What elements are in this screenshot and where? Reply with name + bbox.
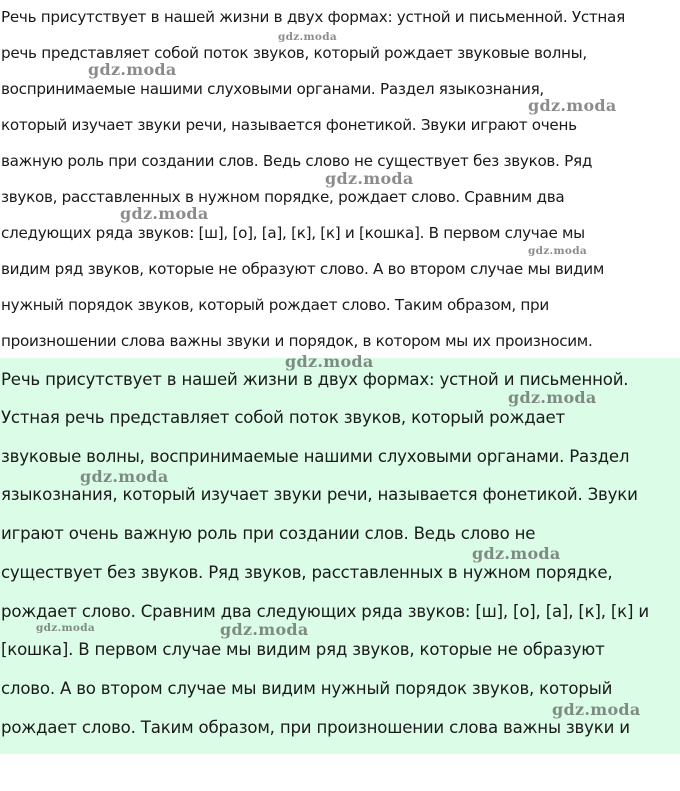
watermark: gdz.moda [278,31,337,43]
watermark: gdz.moda [220,620,309,639]
watermark: gdz.moda [472,544,561,563]
text-line: слово. А во втором случае мы видим нужный порядок звуков, который [1,679,613,698]
text-line: рождает слово. Сравним два следующих ряда звуков: [ш], [о], [а], [к], [к] и [1,602,649,621]
watermark: gdz.moda [120,204,209,223]
text-line: звуковые волны, воспринимаемые нашими слуховыми органами. Раздел [1,447,630,466]
text-line: Речь присутствует в нашей жизни в двух формах: устной и письменной. Устная [1,8,625,26]
text-line: видим ряд звуков, которые не образуют слово. А во втором случае мы видим [1,260,604,278]
text-line: воспринимаемые нашими слуховыми органами. Раздел языкознания, [1,80,544,98]
watermark: gdz.moda [528,245,587,257]
text-line: звуков, расставленных в нужном порядке, рождает слово. Сравним два [1,188,565,206]
text-line: существует без звуков. Ряд звуков, расставленных в нужном порядке, [1,563,613,582]
text-line: важную роль при создании слов. Ведь слово не существует без звуков. Ряд [1,152,593,170]
watermark: gdz.moda [508,388,597,407]
text-line: рождает слово. Таким образом, при произношении слова важны звуки и [1,718,630,737]
text-line: играют очень важную роль при создании слов. Ведь слово не [1,524,536,543]
watermark: gdz.moda [325,169,414,188]
watermark: gdz.moda [88,60,177,79]
text-line: следующих ряда звуков: [ш], [о], [а], [к], [к] и [кошка]. В первом случае мы [1,224,585,242]
text-line: который изучает звуки речи, называется фонетикой. Звуки играют очень [1,116,577,134]
watermark: gdz.moda [36,622,95,634]
text-line: Устная речь представляет собой поток звуков, который рождает [1,408,565,427]
text-line: Речь присутствует в нашей жизни в двух формах: устной и письменной. [1,370,629,389]
watermark: gdz.moda [528,96,617,115]
watermark: gdz.moda [552,700,641,719]
watermark: gdz.moda [80,467,169,486]
text-line: произношении слова важны звуки и порядок, в котором мы их произносим. [1,332,593,350]
text-block-highlighted [0,358,680,754]
text-line: языкознания, который изучает звуки речи, называется фонетикой. Звуки [1,485,638,504]
text-line: [кошка]. В первом случае мы видим ряд звуков, которые не образуют [1,640,605,659]
watermark: gdz.moda [285,352,374,371]
text-line: речь представляет собой поток звуков, который рождает звуковые волны, [1,44,587,62]
text-line: нужный порядок звуков, который рождает слово. Таким образом, при [1,296,549,314]
